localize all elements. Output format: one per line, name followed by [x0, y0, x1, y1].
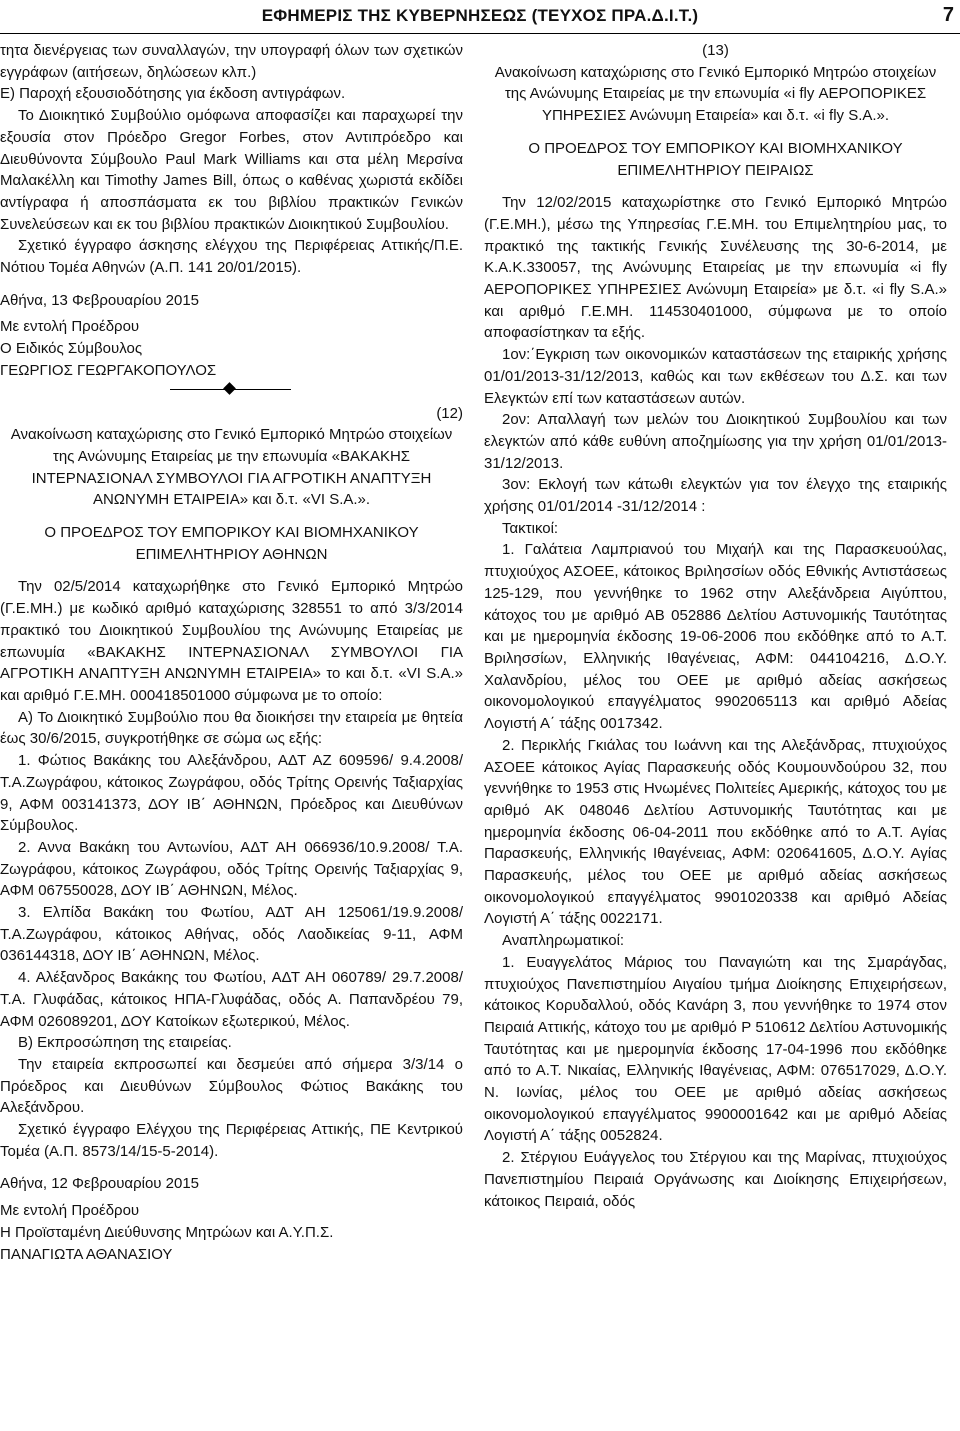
- notice-number: (13): [702, 42, 729, 59]
- page-number: 7: [942, 4, 954, 26]
- notice-heading: Ανακοίνωση καταχώρισης στο Γενικό Εμπορικό Μητρώο στοιχείων της Ανώνυμης Εταιρείας με την επωνυμία «i fly ΑΕΡΟΠΟΡΙΚΕΣ ΥΠΗΡΕΣΙΕΣ Ανώνυμη Εταιρεία» και δ.τ. «i fly S.A.».: [494, 63, 937, 125]
- gazette-title: ΕΦΗΜΕΡΙΣ ΤΗΣ ΚΥΒΕΡΝΗΣΕΩΣ (ΤΕΥΧΟΣ ΠΡΑ.Δ.Ι.Τ.): [261, 6, 699, 25]
- paragraph: 3ον: Εκλογή των κάτωθι ελεγκτών για τον έλεγχο της εταιρικής χρήσης 01/01/2014 -31/12/2014 :: [484, 476, 947, 516]
- paragraph: 1ον:΄Εγκριση των οικονομικών καταστάσεων της εταιρικής χρήσης 01/01/2013-31/12/2013, καθώς και των εκθέσεων του Δ.Σ. και των Ελεγκτών επί των καταστάσεων αυτών.: [484, 346, 947, 407]
- auditor-item: 1. Ευαγγελάτος Μάριος του Παναγιώτη και της Σμαράγδας, πτυχιούχος Πανεπιστημίου Αιγαίου τμήμα Διοίκησης Επιχειρήσεων, κάτοικος Κορυδαλλού, οδός Κανάρη 3, που γεννήθηκε το 1974 στον Πειραιά Αττικής, κάτοχο του με αριθμό Ρ 510612 Δελτίου Αστυνομικής Ταυτότητας και με ημερομηνία έκδοσης 17-04-1996 που εκδόθηκε από το Α.Τ. Νικαίας, Ελληνικής Ιθαγένειας, ΑΦΜ: 076517029, Δ.Ο.Υ. Ν. Ιωνίας, μέλος του ΟΕΕ με αριθμό αδείας ασκήσεως οικονομολογικού επαγγέλματος 9900001642 και με αριθμό Αδείας Λογιστή Α΄ τάξης 0052824.: [484, 953, 947, 1145]
- header-rule: [0, 33, 960, 34]
- page-header: [0, 0, 960, 40]
- left-column: [0, 40, 463, 1265]
- signature-order: Με εντολή Προέδρου: [0, 1202, 140, 1220]
- authority-heading: Ο ΠΡΟΕΔΡΟΣ ΤΟΥ ΕΜΠΟΡΙΚΟΥ ΚΑΙ ΒΙΟΜΗΧΑΝΙΚΟΥ ΕΠΙΜΕΛΗΤΗΡΙΟΥ ΑΘΗΝΩΝ: [44, 524, 419, 563]
- paragraph: τητα διενέργειας των συναλλαγών, την υπογραφή όλων των σχετικών εγγράφων (αιτήσεων, δηλώσεων κλπ.): [0, 42, 463, 81]
- right-column: [484, 40, 947, 1212]
- member-item: 4. Αλέξανδρος Βακάκης του Φωτίου, ΑΔΤ ΑΗ 060789/ 29.7.2008/Τ.Α. Γλυφάδας, κάτοικος ΗΠΑ-Γλυφάδας, οδός Α. Παπανδρέου 79, ΑΦΜ 026089201, ΔΟΥ Κατοίκων εξωτερικού, Μέλος.: [0, 969, 463, 1030]
- signature-date: Αθήνα, 13 Φεβρουαρίου 2015: [0, 291, 200, 309]
- notice-heading: Ανακοίνωση καταχώρισης στο Γενικό Εμπορικό Μητρώο στοιχείων της Ανώνυμης Εταιρείας με την επωνυμία «ΒΑΚΑΚΗΣ ΙΝΤΕΡΝΑΣΙΟΝΑΛ ΣΥΜΒΟΥΛΟΙ ΓΙΑ ΑΓΡΟΤΙΚΗ ΑΝΑΠΤΥΞΗ ΑΝΩΝΥΜΗ ΕΤΑΙΡΕΙΑ» και δ.τ. «VI S.A.».: [10, 426, 453, 509]
- signature-role: Η Προϊσταμένη Διεύθυνσης Μητρώων και Α.Υ.Π.Σ.: [0, 1223, 334, 1241]
- signature-role: Ο Ειδικός Σύμβουλος: [0, 340, 143, 358]
- paragraph: Το Διοικητικό Συμβούλιο ομόφωνα αποφασίζει και παραχωρεί την εξουσία στον Πρόεδρο Gregor Forbes, στον Αντιπρόεδρο και Διευθύνοντα Σύμβουλο Paul Mark Williams και στα μέλη Μερσίνα Μαλακέλλη και Timothy James Bill, όπως ο καθένας χωριστά εκδίδει αντίγραφα ή αποσπάσματα εκ του βιβλίου πρακτικών Γενικών Συνελεύσεων και εκ του βιβλίου πρακτικών Διοικητικού Συμβουλίου.: [0, 107, 463, 233]
- substitute-auditors-label: Αναπληρωματικοί:: [502, 932, 625, 950]
- diamond-icon: [223, 382, 236, 395]
- paragraph: Την 02/5/2014 καταχωρήθηκε στο Γενικό Εμπορικό Μητρώο (Γ.Ε.ΜΗ.) με κωδικό αριθμό καταχώρισης 328551 το από 3/3/2014 πρακτικό του Διοικητικού Συμβουλίου της Ανώνυμης Εταιρείας με επωνυμία «ΒΑΚΑΚΗΣ ΙΝΤΕΡΝΑΣΙΟΝΑΛ ΣΥΜΒΟΥΛΟΙ ΓΙΑ ΑΓΡΟΤΙΚΗ ΑΝΑΠΤΥΞΗ ΑΝΩΝΥΜΗ ΕΤΑΙΡΕΙΑ» το και δ.τ. «VI S.A.» και αριθμό Γ.Ε.ΜΗ. 000418501000 σύμφωνα με το οποίο:: [0, 578, 463, 704]
- paragraph: Σχετικό έγγραφο Ελέγχου της Περιφέρειας Αττικής, ΠΕ Κεντρικού Τομέα (Α.Π. 8573/14/15-5-2014).: [0, 1121, 463, 1160]
- member-item: 2. Αννα Βακάκη του Αντωνίου, ΑΔΤ ΑΗ 066936/10.9.2008/ Τ.Α. Ζωγράφου, κάτοικος Ζωγράφου, οδός Τρίτης Ορεινής Ταξιαρχίας 9, ΑΦΜ 067550028, ΔΟΥ ΙΒ΄ ΑΘΗΝΩΝ, Μέλος.: [0, 838, 463, 900]
- section-divider: [0, 382, 463, 398]
- paragraph: Την 12/02/2015 καταχωρίστηκε στο Γενικό Εμπορικό Μητρώο (Γ.Ε.ΜΗ.), μέσω της Υπηρεσίας Γ.Ε.ΜΗ. του Επιμελητηρίου μας, το πρακτικό της τακτικής Γενικής Συνέλευσης της 30-6-2014, με Κ.Α.Κ.330057, της Ανώνυμης Εταιρείας με την επωνυμία «i fly ΑΕΡΟΠΟΡΙΚΕΣ ΥΠΗΡΕΣΙΕΣ Ανώνυμη Εταιρεία» με δ.τ. «i fly S.A.» και αριθμό Γ.Ε.ΜΗ. 114530401000, σύμφωνα με το οποίο αποφασίστηκαν τα εξής.: [484, 194, 947, 342]
- paragraph: Α) Το Διοικητικό Συμβούλιο που θα διοικήσει την εταιρεία με θητεία έως 30/6/2015, συγκροτήθηκε σε σώμα ως εξής:: [0, 708, 463, 748]
- regular-auditors-label: Τακτικοί:: [502, 519, 559, 537]
- auditor-item: 2. Στέργιου Ευάγγελος του Στέργιου και της Μαρίνας, πτυχιούχος Πανεπιστημίου Πειραιά Οργάνωσης και Διοίκησης Επιχειρήσεων, κάτοικος Πειραιά, οδός: [484, 1149, 947, 1210]
- paragraph: Την εταιρεία εκπροσωπεί και δεσμεύει από σήμερα 3/3/14 ο Πρόεδρος και Διευθύνων Σύμβουλος Φώτιος Βακάκης του Αλεξάνδρου.: [0, 1055, 463, 1117]
- signature-name: ΓΕΩΡΓΙΟΣ ΓΕΩΡΓΑΚΟΠΟΥΛΟΣ: [0, 361, 217, 379]
- paragraph: Ε) Παροχή εξουσιοδότησης για έκδοση αντιγράφων.: [0, 85, 346, 103]
- member-item: 3. Ελπίδα Βακάκη του Φωτίου, ΑΔΤ ΑΗ 125061/19.9.2008/ Τ.Α.Ζωγράφου, κάτοικος Αθήνας, οδός Λαοδικείας 9-11, ΑΦΜ 036144318, ΔΟΥ ΙΒ΄ ΑΘΗΝΩΝ, Μέλος.: [0, 904, 463, 965]
- auditor-item: 2. Περικλής Γκιάλας του Ιωάννη και της Αλεξάνδρας, πτυχιούχος ΑΣΟΕΕ κάτοικος Αγίας Παρασκευής οδός Κουμουνδούρου 32, που γεννήθηκε το 1953 στις Ηνωμένες Πολιτείες Αμερικής, κάτοχος του με αριθμό ΑΚ 048046 Δελτίου Αστυνομικής Ταυτότητας και με ημερομηνία έκδοσης 06-04-2011 που εκδόθηκε από το Α.Τ. Αγίας Παρασκευής, Ελληνικής Ιθαγένειας, ΑΦΜ: 020641605, Δ.Ο.Υ. Αγίας Παρασκευής, μέλος του ΟΕΕ με αριθμό αδείας ασκήσεως οικονομολογικού επαγγέλματος 9901020338 και αριθμό Αδείας Λογιστή Α΄ τάξης 0022171.: [484, 736, 947, 928]
- paragraph: 2ον: Απαλλαγή των μελών του Διοικητικού Συμβουλίου και των ελεγκτών από κάθε ευθύνη αποζημίωσης για την χρήση 01/01/2013-31/12/2013.: [484, 411, 947, 472]
- authority-heading: Ο ΠΡΟΕΔΡΟΣ ΤΟΥ ΕΜΠΟΡΙΚΟΥ ΚΑΙ ΒΙΟΜΗΧΑΝΙΚΟΥ ΕΠΙΜΕΛΗΤΗΡΙΟΥ ΠΕΙΡΑΙΩΣ: [528, 139, 903, 179]
- notice-number: (12): [436, 404, 463, 422]
- signature-date: Αθήνα, 12 Φεβρουαρίου 2015: [0, 1175, 200, 1193]
- member-item: 1. Φώτιος Βακάκης του Αλεξάνδρου, ΑΔΤ ΑΖ 609596/ 9.4.2008/ Τ.Α.Ζωγράφου, κάτοικος Ζωγράφου, οδός Τρίτης Ορεινής Ταξιαρχίας 9, ΑΦΜ 003141373, ΔΟΥ ΙΒ΄ ΑΘΗΝΩΝ, Πρόεδρος και Διευθύνων Σύμβουλος.: [0, 752, 463, 835]
- auditor-item: 1. Γαλάτεια Λαμπριανού του Μιχαήλ και της Παρασκευούλας, πτυχιούχος ΑΣΟΕΕ, κάτοικος Βριλησσίων οδός Εθνικής Αντιστάσεως 125-129, που γεννήθηκε το 1962 στην Αλεξάνδρεια Αιγύπτου, κάτοχος του με αριθμό ΑΒ 052886 Δελτίου Αστυνομικής Ταυτότητας και με ημερομηνία έκδοσης 19-06-2006 που εκδόθηκε από το Α.Τ. Βριλησσίων, Ελληνικής Ιθαγένειας, ΑΦΜ: 044104216, Δ.Ο.Υ. Χαλανδρίου, μέλος του ΟΕΕ με αριθμό αδείας ασκήσεως οικονομολογικού επαγγέλματος 9902065113 και αριθμό Αδείας Λογιστή Α΄ τάξης 0017342.: [484, 541, 947, 733]
- signature-order: Με εντολή Προέδρου: [0, 318, 140, 336]
- paragraph: Σχετικό έγγραφο άσκησης ελέγχου της Περιφέρειας Αττικής/Π.Ε. Νότιου Τομέα Αθηνών (Α.Π. 141 20/01/2015).: [0, 237, 463, 277]
- paragraph: Β) Εκπροσώπηση της εταιρείας.: [18, 1034, 232, 1052]
- signature-name: ΠΑΝΑΓΙΩΤΑ ΑΘΑΝΑΣΙΟΥ: [0, 1245, 173, 1263]
